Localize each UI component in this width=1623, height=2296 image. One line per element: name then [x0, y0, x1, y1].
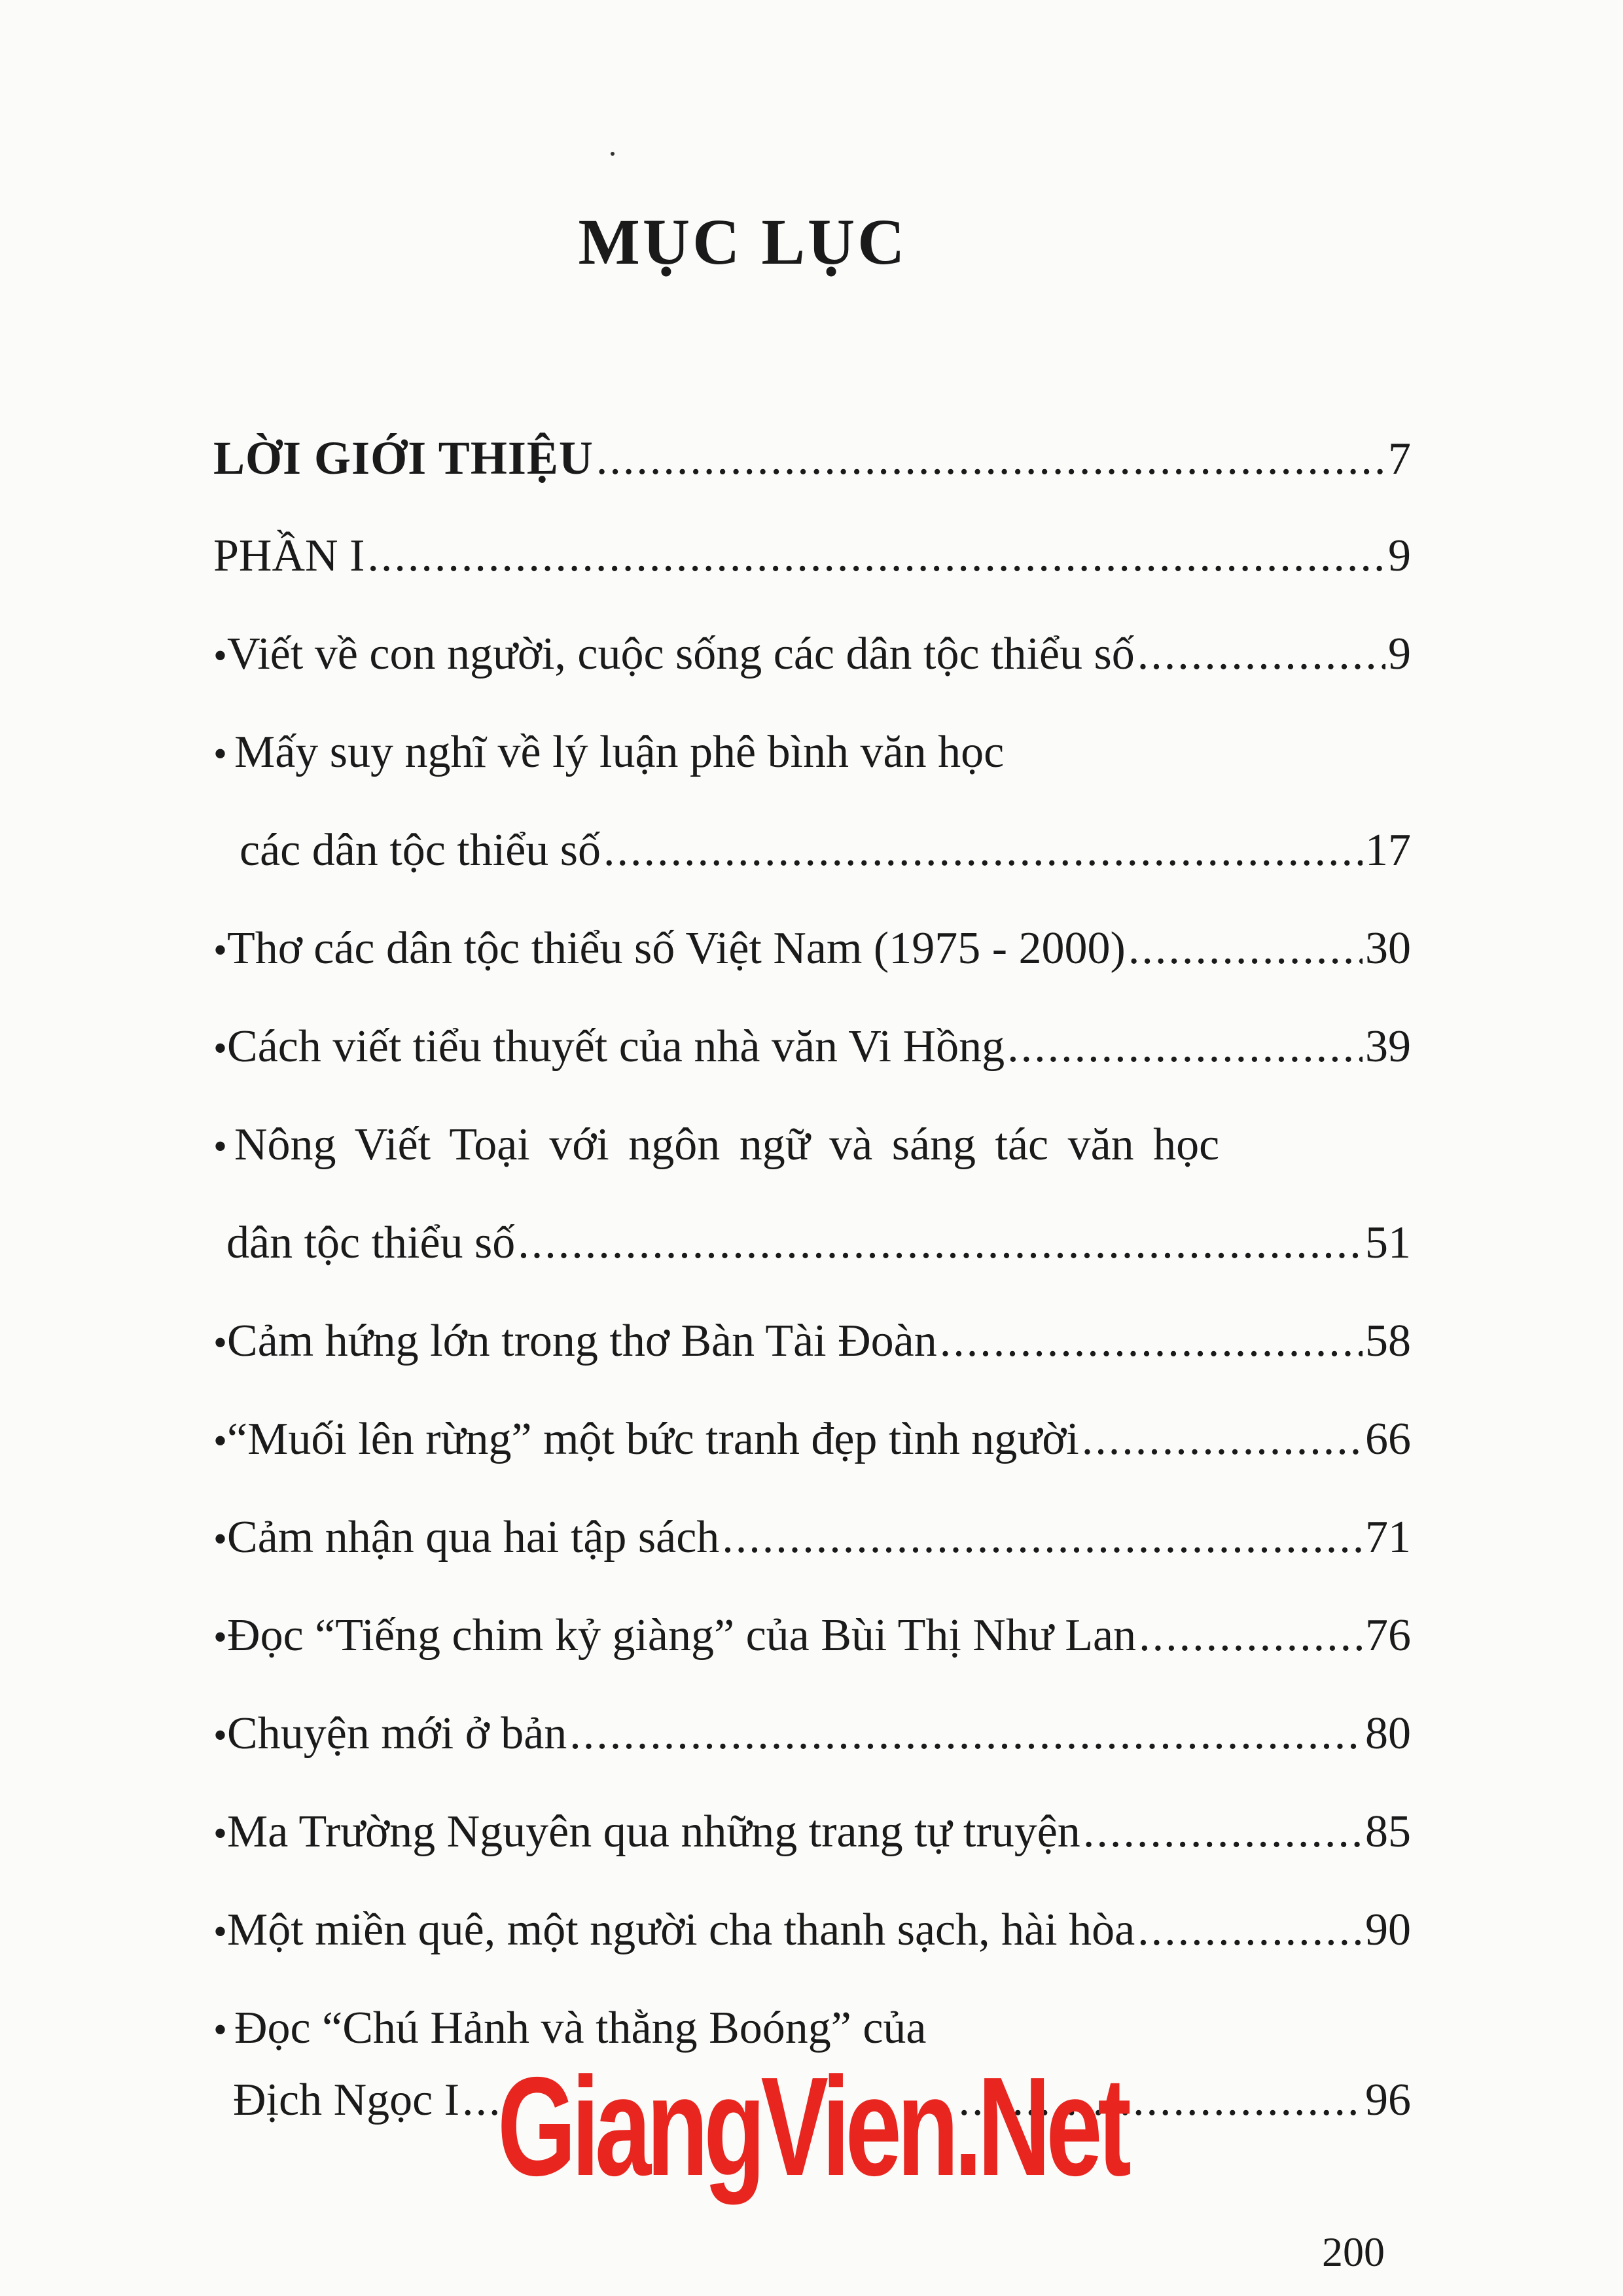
toc-entry-title: “Muối lên rừng” một bức tranh đẹp tình người: [227, 1414, 1079, 1464]
toc-entry: [213, 1014, 1411, 1080]
toc-entry-title: Cách viết tiểu thuyết của nhà văn Vi Hồng: [227, 1021, 1005, 1072]
toc-entry-continuation: [213, 818, 1411, 883]
toc-entry-title: LỜI GIỚI THIỆU: [213, 432, 594, 484]
toc-entry-title: Thơ các dân tộc thiểu số Việt Nam (1975 - 2000): [227, 923, 1126, 974]
toc-page-number: 71: [1365, 1512, 1411, 1563]
toc-entry-title: Đọc “Chú Hảnh và thằng Boóng” của: [234, 2003, 927, 2053]
bullet-icon: •: [213, 1419, 228, 1462]
toc-leader-dots: [1137, 1898, 1363, 1963]
bullet-icon: •: [213, 1517, 228, 1561]
bullet-icon: •: [213, 1714, 228, 1757]
toc-entry-title-continued: dân tộc thiểu số: [226, 1218, 516, 1268]
toc-leader-dots: [722, 1505, 1363, 1570]
watermark-logo: GiangVien.Net: [497, 2047, 1127, 2205]
toc-page-number: 7: [1388, 434, 1411, 484]
toc-entry-title: Cảm hứng lớn trong thơ Bàn Tài Đoàn: [227, 1316, 937, 1366]
toc-leader-dots: [569, 1701, 1363, 1767]
toc-leader-dots: [1007, 1014, 1363, 1080]
bullet-icon: •: [213, 732, 228, 775]
toc-page-number: 39: [1365, 1021, 1411, 1072]
toc-entry: [213, 720, 1411, 785]
toc-page-number: 66: [1365, 1414, 1411, 1464]
toc-entry-title-continued: các dân tộc thiểu số: [240, 825, 601, 875]
toc-entry-title: Nông Viết Toại với ngôn ngữ và sáng tác văn học: [234, 1120, 1220, 1170]
toc-entry-title: Viết về con người, cuộc sống các dân tộc thiểu số: [227, 629, 1135, 679]
toc-entry: [213, 1701, 1411, 1767]
toc-entry-part: [213, 523, 1411, 589]
toc-leader-dots: [518, 1210, 1363, 1276]
toc-page-number: 76: [1365, 1610, 1411, 1661]
toc-leader-dots: [603, 818, 1363, 883]
toc-entry-intro: [213, 425, 1411, 491]
toc-entry-title: Đọc “Tiếng chim kỷ giàng” của Bùi Thị Như Lan: [227, 1610, 1137, 1661]
toc-page-number: 96: [1365, 2075, 1411, 2125]
toc-entry: [213, 1505, 1411, 1570]
bullet-icon: •: [213, 1027, 228, 1070]
toc-entry-title-continued: Địch Ngọc I: [233, 2075, 460, 2125]
bullet-icon: •: [213, 1910, 228, 1953]
toc-leader-dots: [940, 1309, 1363, 1374]
toc-entry-title: Ma Trường Nguyên qua những trang tự truyện: [227, 1807, 1080, 1857]
toc-entry-title: Một miền quê, một người cha thanh sạch, hài hòa: [227, 1905, 1135, 1955]
toc-page-number: 51: [1365, 1218, 1411, 1268]
toc-page-number: 90: [1365, 1905, 1411, 1955]
bullet-icon: •: [213, 1125, 228, 1168]
toc-entry-title: Cảm nhận qua hai tập sách: [227, 1512, 720, 1563]
toc-entry: [213, 1898, 1411, 1963]
toc-page-number: 85: [1365, 1807, 1411, 1857]
toc-page-number: 17: [1365, 825, 1411, 875]
ink-speck: [611, 152, 615, 156]
page-number: 200: [1322, 2229, 1385, 2275]
toc-entry-title: Mấy suy nghĩ về lý luận phê bình văn học: [234, 727, 1005, 777]
toc-leader-dots: [1128, 916, 1363, 981]
bullet-icon: •: [213, 928, 228, 972]
toc-entry: [213, 1603, 1411, 1669]
toc-entry-continuation: [213, 1210, 1411, 1276]
toc-page-number: 30: [1365, 923, 1411, 974]
toc-entry: [213, 1407, 1411, 1472]
bullet-icon: •: [213, 634, 228, 677]
toc-entry: [213, 1112, 1411, 1178]
toc-entry: [213, 622, 1411, 687]
toc-entry-title: Chuyện mới ở bản: [227, 1708, 567, 1759]
bullet-icon: •: [213, 1812, 228, 1855]
toc-entry: [213, 1799, 1411, 1865]
bullet-icon: •: [213, 1616, 228, 1659]
toc-entry: [213, 1309, 1411, 1374]
bullet-icon: •: [213, 1321, 228, 1364]
toc-page-number: 58: [1365, 1316, 1411, 1366]
toc-page-number: 80: [1365, 1708, 1411, 1759]
page-title: MỤC LỤC: [578, 205, 908, 278]
toc-leader-dots: [1137, 622, 1385, 687]
toc-leader-dots: [596, 427, 1385, 492]
toc-entry: [213, 916, 1411, 981]
toc-page-number: 9: [1388, 629, 1411, 679]
bullet-icon: •: [213, 2008, 228, 2051]
toc-leader-dots: [1082, 1407, 1363, 1472]
toc-leader-dots: [367, 523, 1385, 589]
toc-page-number: 9: [1388, 531, 1411, 581]
toc-entry-title: PHẦN I: [213, 531, 365, 581]
toc-leader-dots: [1139, 1603, 1363, 1669]
toc-leader-dots: [1083, 1799, 1363, 1865]
